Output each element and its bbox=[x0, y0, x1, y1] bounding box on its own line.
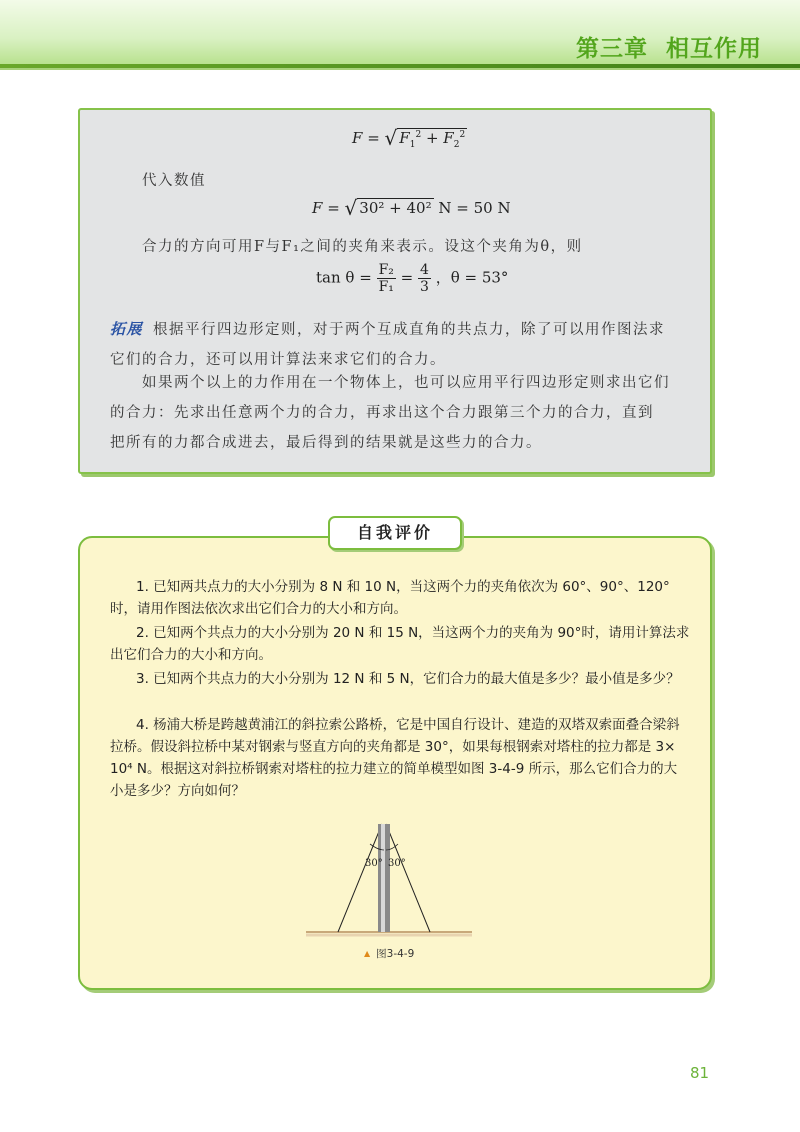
formula3-rhs: ，θ = 53° bbox=[435, 268, 509, 287]
sqrt2: √ 30² + 40² bbox=[344, 196, 432, 220]
para-direction: 合力的方向可用F与F₁之间的夹角来表示。设这个夹角为θ，则 bbox=[142, 239, 583, 255]
formula-lhs: F bbox=[352, 129, 363, 147]
left-cable bbox=[338, 824, 382, 932]
question-3: 3. 已知两个共点力的大小分别为 12 N 和 5 N，它们合力的最大值是多少？最小值是多少？ bbox=[136, 671, 680, 687]
sqrt: √ $F_1^2 + F_2^2$ bbox=[384, 126, 466, 150]
pow-2: 2 bbox=[459, 130, 466, 140]
pow-1: 2 bbox=[415, 130, 422, 140]
cable-stayed-tower-figure bbox=[306, 820, 476, 940]
sub-2: 2 bbox=[453, 140, 460, 150]
formula2-rhs: N = 50 N bbox=[438, 199, 511, 217]
fraction-f2-f1 bbox=[377, 262, 396, 295]
chapter-number: 第三章 bbox=[576, 36, 648, 62]
page-number: 81 bbox=[690, 1064, 710, 1082]
para-multiple-forces bbox=[110, 368, 670, 458]
frac2-den: 3 bbox=[420, 279, 429, 295]
ext-line-1: 根据平行四边形定则，对于两个互成直角的共点力，除了可以用作图法求 bbox=[153, 322, 666, 338]
extension-label: 拓展 bbox=[110, 320, 144, 338]
formula3-lhs: tan θ = bbox=[316, 268, 372, 287]
sub-1: 1 bbox=[409, 140, 416, 150]
tower-highlight bbox=[381, 824, 385, 932]
chapter-title: 相互作用 bbox=[666, 36, 762, 62]
more-line-1: 如果两个以上的力作用在一个物体上，也可以应用平行四边形定则求出它们 bbox=[142, 375, 670, 391]
para-extension bbox=[110, 314, 665, 375]
caption-text: 图3-4-9 bbox=[376, 948, 415, 960]
formula-numeric: F = √ 30² + 40² N = 50 N bbox=[312, 196, 511, 220]
header-rule-light bbox=[0, 68, 800, 70]
more-line-2: 的合力：先求出任意两个力的合力，再求出这个合力跟第三个力的合力，直到 bbox=[110, 405, 654, 421]
right-angle-label: 30° bbox=[388, 858, 406, 869]
para-substitute: 代入数值 bbox=[142, 173, 206, 189]
formula-angle: tan θ = $\frac{\text{F₂}}{\text{F₁}}$ = $\frac{4}{3}$ ，θ = 53° bbox=[316, 262, 509, 295]
fraction-4-3 bbox=[418, 262, 431, 295]
frac1-den: F₁ bbox=[378, 279, 394, 295]
formula-resultant: F = √ $F_1^2 + F_2^2$ bbox=[352, 126, 466, 150]
term-f1: F bbox=[399, 129, 410, 147]
figure-caption bbox=[364, 946, 414, 961]
caption-triangle-icon: ▲ bbox=[364, 949, 371, 958]
left-angle-label: 30° bbox=[365, 858, 383, 869]
question-4: 4. 杨浦大桥是跨越黄浦江的斜拉索公路桥，它是中国自行设计、建造的双塔双索面叠合梁斜拉桥。假设斜拉桥中某对钢索与竖直方向的夹角都是 30°，如果每根钢索对塔柱的拉力都是 3× 10⁴ N。根据这对斜拉桥钢索对塔柱的拉力建立的简单模型如图 3-4-9 所示，那么它们合力的大小是多少？方向如何？ bbox=[110, 717, 680, 799]
frac1-num: F₂ bbox=[378, 262, 394, 278]
formula2-lhs: F bbox=[312, 199, 323, 217]
question-1: 1. 已知两共点力的大小分别为 8 N 和 10 N，当这两个力的夹角依次为 60°、90°、120°时，请用作图法依次求出它们合力的大小和方向。 bbox=[110, 579, 670, 617]
more-line-3: 把所有的力都合成进去，最后得到的结果就是这些力的合力。 bbox=[110, 435, 542, 451]
ext-line-2: 它们的合力，还可以用计算法来求它们的合力。 bbox=[110, 352, 446, 368]
formula2-inner: 30² + 40² bbox=[359, 199, 432, 217]
chapter-heading bbox=[576, 30, 762, 63]
self-evaluation-title: 自我评价 bbox=[328, 516, 462, 550]
term-f2: F bbox=[443, 129, 454, 147]
right-cable bbox=[386, 824, 430, 932]
frac2-num: 4 bbox=[420, 262, 429, 278]
question-2: 2. 已知两个共点力的大小分别为 20 N 和 15 N，当这两个力的夹角为 90°时，请用计算法求出它们合力的大小和方向。 bbox=[110, 625, 690, 663]
